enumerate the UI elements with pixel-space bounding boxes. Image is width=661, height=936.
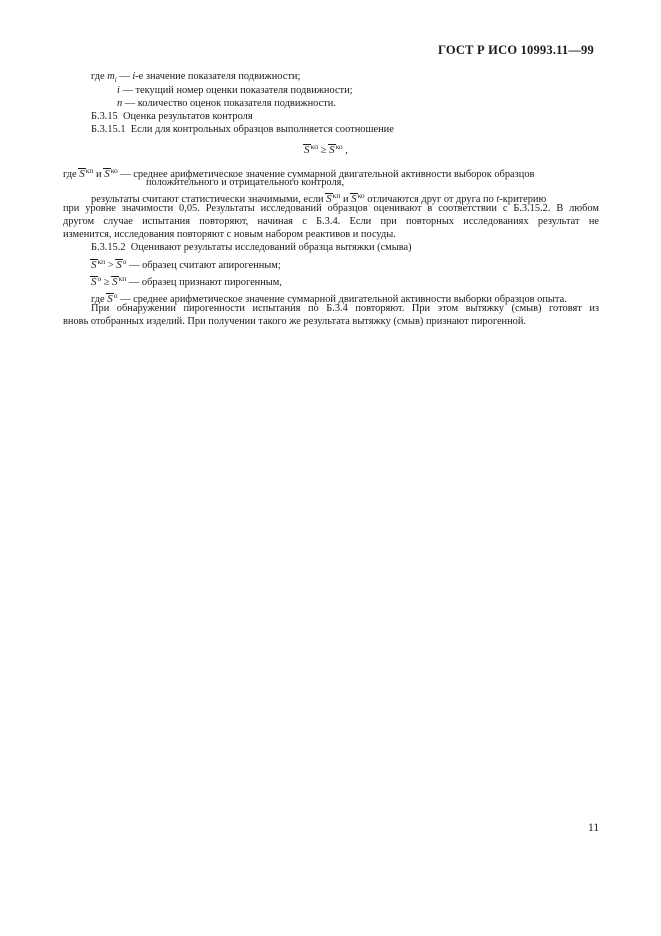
where-s-definition: где $S^{кп}$ и $S^{ко}$ — среднее арифметическое значение суммарной двигательной активности выборок образцов — [63, 166, 535, 180]
result-line-3: другом случае испытания повторяют, начиная с Б.3.4. Если при повторных исследованиях результат не — [63, 216, 599, 227]
final-line-1: При обнаружении пирогенности испытания по Б.3.4 повторяют. При этом вытяжку (смыв) готовят из — [91, 303, 599, 314]
result-line-2: при уровне значимости 0,05. Результаты исследований образцов оценивают в соответствии с Б.3.15.2. В любом — [63, 203, 599, 214]
where-so-definition: где $S^о$ — среднее арифметическое значение суммарной двигательной активности выборки образцов опыта. — [91, 291, 567, 305]
case-pyrogenic: $S^о \ge S^{кп}$ — образец признают пирогенным, — [91, 274, 282, 288]
section-heading-b315: Б.3.15 Оценка результатов контроля — [91, 111, 253, 122]
section-heading-b3151: Б.3.15.1 Если для контрольных образцов выполняется соотношение — [91, 124, 394, 135]
page-number: 11 — [588, 822, 600, 834]
section-heading-b3152: Б.3.15.2 Оценивают результаты исследований образца вытяжки (смыва) — [91, 242, 412, 253]
where-s-definition-cont: положительного и отрицательного контроля, — [146, 177, 345, 188]
final-line-2: вновь отобранных изделий. При получении такого же результата вытяжку (смыв) признают пирогенной. — [63, 316, 527, 327]
where-line-1: где $m_i$ — i-е значение показателя подвижности; — [91, 71, 301, 85]
case-apyrogenic: $S^{кп} > S^о$ — образец считают апирогенным; — [91, 257, 281, 271]
result-line-1: результаты считают статистически значимыми, если $S^{кп}$ и $S^{ко}$ отличаются друг от друга по t-критерию — [91, 191, 547, 205]
document-header: ГОСТ Р ИСО 10993.11—99 — [438, 43, 594, 57]
formula-main: $S^{кп} \ge S^{ко}$ , — [304, 142, 348, 156]
where-line-2: i — текущий номер оценки показателя подвижности; — [117, 85, 353, 96]
where-line-3: n — количество оценок показателя подвижности. — [117, 98, 336, 109]
result-line-4: изменится, исследования повторяют с новым набором реактивов и посуды. — [63, 229, 396, 240]
